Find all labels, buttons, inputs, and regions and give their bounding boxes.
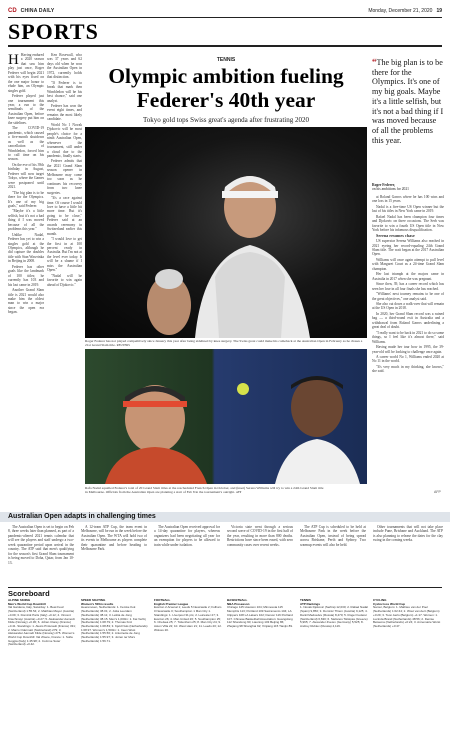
- article-paragraph: Her last triumph at the majors came in Australia in 2017 when she was pregnant.: [372, 272, 444, 281]
- pull-quote: “The big plan is to be there for the Olympics. It's one of my big goals. Maybe it's a little selfish, but it's not a bad thing if I was moved because of all the problems this year.: [372, 57, 444, 145]
- federer-silhouette: [85, 127, 367, 338]
- score-body: 1. Novak Djokovic (Serbia) 12,030; 2. Rafael Nadal (Spain) 9,850; 3. Dominic Thiem (Austria) 9,125; 4. Daniil Medvedev (Russia) 8,470; 5. Roger Federer (Switzerland) 6,630; 6. Stefanos Tsitsipas (Greece) 5,965; 7. Alexander Zverev (Germany) 5,525; 8. Andrey Rublev (Russia) 4,119.: [300, 605, 368, 628]
- score-subheading: ATP Rankings: [300, 601, 321, 606]
- article-paragraph: Federer played just one tournament this year, a run to the semifinals of the Australian Open, before knee surgery put him on the sidelines.: [8, 94, 44, 125]
- article-paragraph: US superstar Serena Williams also reached in 2021 eyeing her record-equaling 24th Grand Slam title. The wait began at the 2017 Australian Open.: [372, 239, 444, 257]
- photo-credit: AFP: [235, 490, 242, 495]
- ao-column: [154, 525, 220, 585]
- score-subheading: Men's World Cup Downhill: [8, 601, 46, 606]
- ao-paragraph: A 12-team ATP Cup, the team event in Melbourne, will be run in the week before the Australian Open. The WTA will hold two of its events in Melbourne as players complete their quarantine and before heading to Melbourne Park.: [81, 525, 147, 552]
- nadal-williams-photo: [85, 349, 367, 484]
- article-deck: Tokyo gold tops Swiss great's agenda after frustrating 2020: [142, 116, 310, 124]
- pull-quote-role: on his ambitions for 2021: [372, 187, 409, 192]
- ao-paragraph: The ATP Cup is scheduled to be held at Melbourne Park in the week before the Australian Open, instead of being spread across Brisbane, Perth and Sydney. Two warmup events will also be held.: [300, 525, 366, 547]
- score-body: Heerenveen, Netherlands: 1. Femke Kok (Netherlands) 38.01; 2. Jutta Leerdam (Netherlands) 38.11; 3. Letitia de Jong (Netherlands) 38.15. Men's 1,000m: 1. Kai Verbij (Netherlands) 1:08.79; 2. Thomas Krol (Netherlands) 1:08.83; 3. Kjeld Nuis (Netherlands) 1:08.97. Women's 1,500m: 1. Ireen Wust (Netherlands) 1:55.56; 2. Antoinette de Jong (Netherlands) 1:55.97; 3. Jorien ter Mors (Netherlands) 1:56.71.: [81, 605, 148, 643]
- article-paragraph: Federer has won the event eight times, and remains the most likely candidate.: [47, 103, 82, 122]
- issue-date: Monday, December 21, 2020: [368, 8, 433, 14]
- article-paragraph: Williams will once again attempt to pull level with Margaret Court as a 24-time Grand Slam champion.: [372, 257, 444, 271]
- scoreboard-rule: [8, 587, 442, 588]
- article-paragraph: In 2020, her Grand Slam record was a ruined bag — a third-round exit in Australia and a withdrawal from Roland Garros underlining a great deal of doubt.: [372, 311, 444, 330]
- article-paragraph: at Roland Garros where he has 100 wins and one loss in 15 years.: [372, 195, 444, 204]
- scoreboard-column: [300, 599, 368, 743]
- photo-credit: REUTERS: [116, 343, 130, 348]
- article-paragraph: Unlike Nadal, Federer has yet to win a singles gold at the Olympics, although he did capture the doubles title with Stan Wawrinka in Beijing in 2008.: [8, 232, 44, 264]
- ao-column: [227, 525, 293, 585]
- brand-logo: CD: [8, 8, 17, 14]
- quote-mark-icon: “: [372, 57, 377, 67]
- article-paragraph: A career world No 1, Williams ended 2020 at No 11 in the world.: [372, 354, 444, 364]
- ao-paragraph: The Australian Open is set to begin on Feb 8, three weeks later than planned, as part of a pandemic-altered 2021 tennis calendar that will see the players and staff undergo a two-week quarantine period upon arrival in the country. The ATP said that men's qualifying for the season's first Grand Slam tournament is being moved to Doha, Qatar, from Jan 10-13.: [8, 525, 74, 565]
- article-paragraph: "It's very much in my thinking, she knows," she said.: [372, 364, 444, 374]
- federer-photo: [85, 127, 367, 338]
- article-subhead: Serena resumes chase: [376, 232, 415, 238]
- article-paragraph: Another Grand Slam title is 2021 would also make him the oldest man to win a major since the open era began.: [8, 288, 44, 315]
- score-subheading: English Premier League: [154, 601, 189, 606]
- article-paragraph: "I would love to get the first in at 100 percent ready in Australia. But I'm not at the level ever today. It will be a shame if I miss the Australian Open.": [47, 237, 82, 273]
- tennis-ball: [237, 383, 249, 395]
- score-body: Chicago 125 Houston 104; Minnesota 115 Memphis 113; Portland 109 Sacramento 104; LA Clippers 108 LA Lakers 102; Denver 116 Portland 107. Chinese Basketball Association: Guangdong 112 Shandong 90; Liaoning 103 Beijing 86; Zhejiang 98 Shanghai 92; Xinjiang 115 Tianjin 89.: [227, 605, 293, 628]
- score-subheading: Women's 500m results: [81, 601, 114, 606]
- score-body: Everton 2 Arsenal 1; Leeds 5 Newcastle 2; Fulham 0 Newcastle 0; Southampton 1 Man City 1. Standings: 1. Liverpool 31 pts; 2. Leicester 27; 3. Everton 26; 4. Man United 26; 5. Southampton 25; 6. Chelsea 25; 7. Tottenham 25; 8. Man City 24; 9. Aston Villa 22; 10. West Ham 21; 11. Leeds 20; 12. Wolves 20.: [154, 605, 222, 632]
- article-paragraph: "I really want to be back in 2021 to do so some things, so I feel like it's almost there," said Williams.: [372, 330, 444, 344]
- ao-column: [8, 525, 74, 585]
- article-paragraph: Ken Rosewall, who was 37 years and 62 days old when he won the Australian Open in 1972, currently holds that distinction.: [47, 53, 82, 80]
- section-rule: [8, 45, 442, 47]
- article-paragraph: "It's a race against time. Of course I would love to have a little bit more time. But it's going to be close," Federer said at an awards ceremony in Switzerland earlier this month.: [47, 196, 82, 236]
- australian-open-title: Australian Open adapts in challenging times: [8, 513, 156, 520]
- ao-column: [81, 525, 147, 585]
- article-column-right: [372, 195, 444, 488]
- section-title: SPORTS: [8, 19, 99, 44]
- score-heading: TENNIS: [300, 599, 312, 602]
- article-paragraph: H Having endured a 2020 season that saw him play just once, Roger Federer will begin 2021 with his eyes fixed on the one major honor to elude him, an Olympic singles gold.: [8, 53, 44, 93]
- score-subheading: NBA Preseason: [227, 601, 250, 606]
- scoreboard-column: [81, 599, 149, 743]
- article-kicker: TENNIS: [216, 57, 236, 63]
- article-column-2: [47, 53, 82, 498]
- ao-paragraph: Victoria state went through a serious second wave of COVID-19 in the first half of the year, resulting in more than 800 deaths. Restrictions have since been eased, with zero community cases over recent weeks.: [227, 525, 293, 547]
- score-heading: FOOTBALL: [154, 599, 171, 602]
- article-paragraph: "If Federer is to break that mark then Wimbledon will be his best chance," said one analyst.: [47, 80, 82, 103]
- article-paragraph: "Williams' next tourney remains to be one of the great objectives," one analyst said.: [372, 292, 444, 301]
- score-body: Namur, Belgium: 1. Mathieu van der Poel (Netherlands) 1:02:44; 2. Wout van Aert (Belgium) +0:29; 3. Toon Aerts (Belgium) +1:17. Women: 1. Lucinda Brand (Netherlands) 48:56; 2. Denise Betsema (Netherlands) +0:24; 3. Annemarie Worst (Netherlands) +0:47.: [373, 605, 441, 628]
- article-paragraph: Since then, 39, has a career record which has seen her lose in all four finals she has reached.: [372, 282, 444, 291]
- article-paragraph: Rafael Nadal has been champion four times and Djokovic on three occasions. The Serb was favorite to win a fourth US Open title in Now York before his infamous disqualification.: [372, 214, 444, 233]
- article-paragraph: World No 1 Novak Djokovic will be most people's choice for a ninth Australian Open, whenever the tournament, still under a cloud due to the pandemic, finally starts.: [47, 122, 82, 158]
- score-heading: CYCLING: [373, 599, 387, 602]
- article-paragraph: Federer admits that the 2021 Grand Slam season opener in Melbourne may come too soon as he continues his recovery from two knee surgeries.: [47, 159, 82, 195]
- ao-column: [300, 525, 366, 585]
- page-number: 19: [436, 8, 442, 14]
- page-header: [8, 6, 442, 16]
- header-rule: [8, 17, 442, 18]
- score-heading: BASKETBALL: [227, 599, 248, 602]
- drop-cap: H: [8, 53, 19, 68]
- scoreboard-column: [8, 599, 76, 743]
- article-paragraph: She also cut down a walk-over that will remain at the US Open in 2018.: [372, 301, 444, 311]
- ao-column: [373, 525, 443, 585]
- article-paragraph: "Maybe it's a little selfish, but it's not a bad thing if I was moved because of all the problems this year.": [8, 209, 44, 232]
- right-column-credit: AFP: [434, 490, 441, 494]
- score-subheading: Cyclocross World Cup: [373, 601, 406, 606]
- article-column-1: [8, 53, 44, 395]
- players-illustration: [85, 349, 367, 484]
- article-paragraph: Nadal is a five-time US Open winner but the last of his titles in New York came in 2019.: [372, 204, 444, 214]
- article-paragraph: "Nadal will be favorite to win again ahead of Djokovic.": [47, 273, 82, 287]
- article-paragraph: Federer has other goals like the landmark of 100 titles; he currently has 103 and his last came in 2019.: [8, 264, 44, 287]
- scoreboard-column: [227, 599, 295, 743]
- pull-quote-author: Roger Federer,: [372, 183, 395, 187]
- publication-name: CHINA DAILY: [20, 8, 55, 14]
- ao-paragraph: The Australian Open received approval for a 14-day quarantine for players, whereas organizers had been negotiating all year for an exemption for players to be allowed to train while under isolation.: [154, 525, 220, 547]
- article-paragraph: "The big plan is to be there for the Olympics. It's one of my big goals," said Federer.: [8, 190, 44, 208]
- score-heading: SPEED SKATING: [81, 599, 106, 602]
- article-paragraph: Having made her tour bow in 1995, the 39-year-old will be looking to challenge once again.: [372, 345, 444, 354]
- pull-quote-attribution: [372, 183, 444, 192]
- scoreboard-title: Scoreboard: [8, 589, 50, 598]
- article-headline: Olympic ambition fueling Federer's 40th year: [108, 64, 344, 112]
- scoreboard-column: [373, 599, 443, 743]
- ao-paragraph: Other tournaments that will not take place include Pune, Brisbane and Auckland. The ATP is also planning to release the dates for the clay swing in the coming weeks.: [373, 525, 443, 543]
- score-heading: ALPINE SKIING: [8, 599, 31, 602]
- scoreboard-column: [154, 599, 222, 743]
- photo-caption-1: Roger Federer has not played competitively since January this year after being sidelined by knee surgery. The Swiss great could make his comeback at the Australian Open in February as he chases a 21st Grand Slam title. REUTERS: [85, 339, 363, 348]
- article-paragraph: On the eve of his 39th birthday in August, Federer will now target Tokyo, where the Games were postponed until 2021.: [8, 162, 44, 190]
- photo-caption-2: Rafa Nadal equalled Federer's total of 20 Grand Slam titles at the rescheduled French Open in October, and (inset) Serena Williams will try to win a 24th Grand Slam title in Melbourne. Officials from the Australian Open are planning a start of Feb 8 in the tournament's outright. AFP: [85, 486, 324, 495]
- article-paragraph: The COVID-19 pandemic, which caused a five-month shutdown as well as the cancellation of Wimbledon, forced him to call time on his season.: [8, 126, 44, 162]
- score-body: Val Gardena, Italy, Saturday: 1. Beat Feuz (Switzerland) 1:55.54; 2. Matthias Mayer (Austria) +0.09; 3. Dominik Paris (Italy) +0.12; 4. Vincent Kriechmayr (Austria) +0.27; 5. Aleksander Aamodt Kilde (Norway) +0.36; 6. Johan Clarey (France) +0.41. Standings: 1. Alexis Pinturault (France) 331; 2. Marco Odermatt (Switzerland) 279; 3. Aleksander Aamodt Kilde (Norway) 275. Women's World Cup Downhill: Val d'Isere, France: 1. Sofia Goggia (Italy) 1:45.98; 2. Corinne Suter (Switzerland) +0.42.: [8, 605, 76, 647]
